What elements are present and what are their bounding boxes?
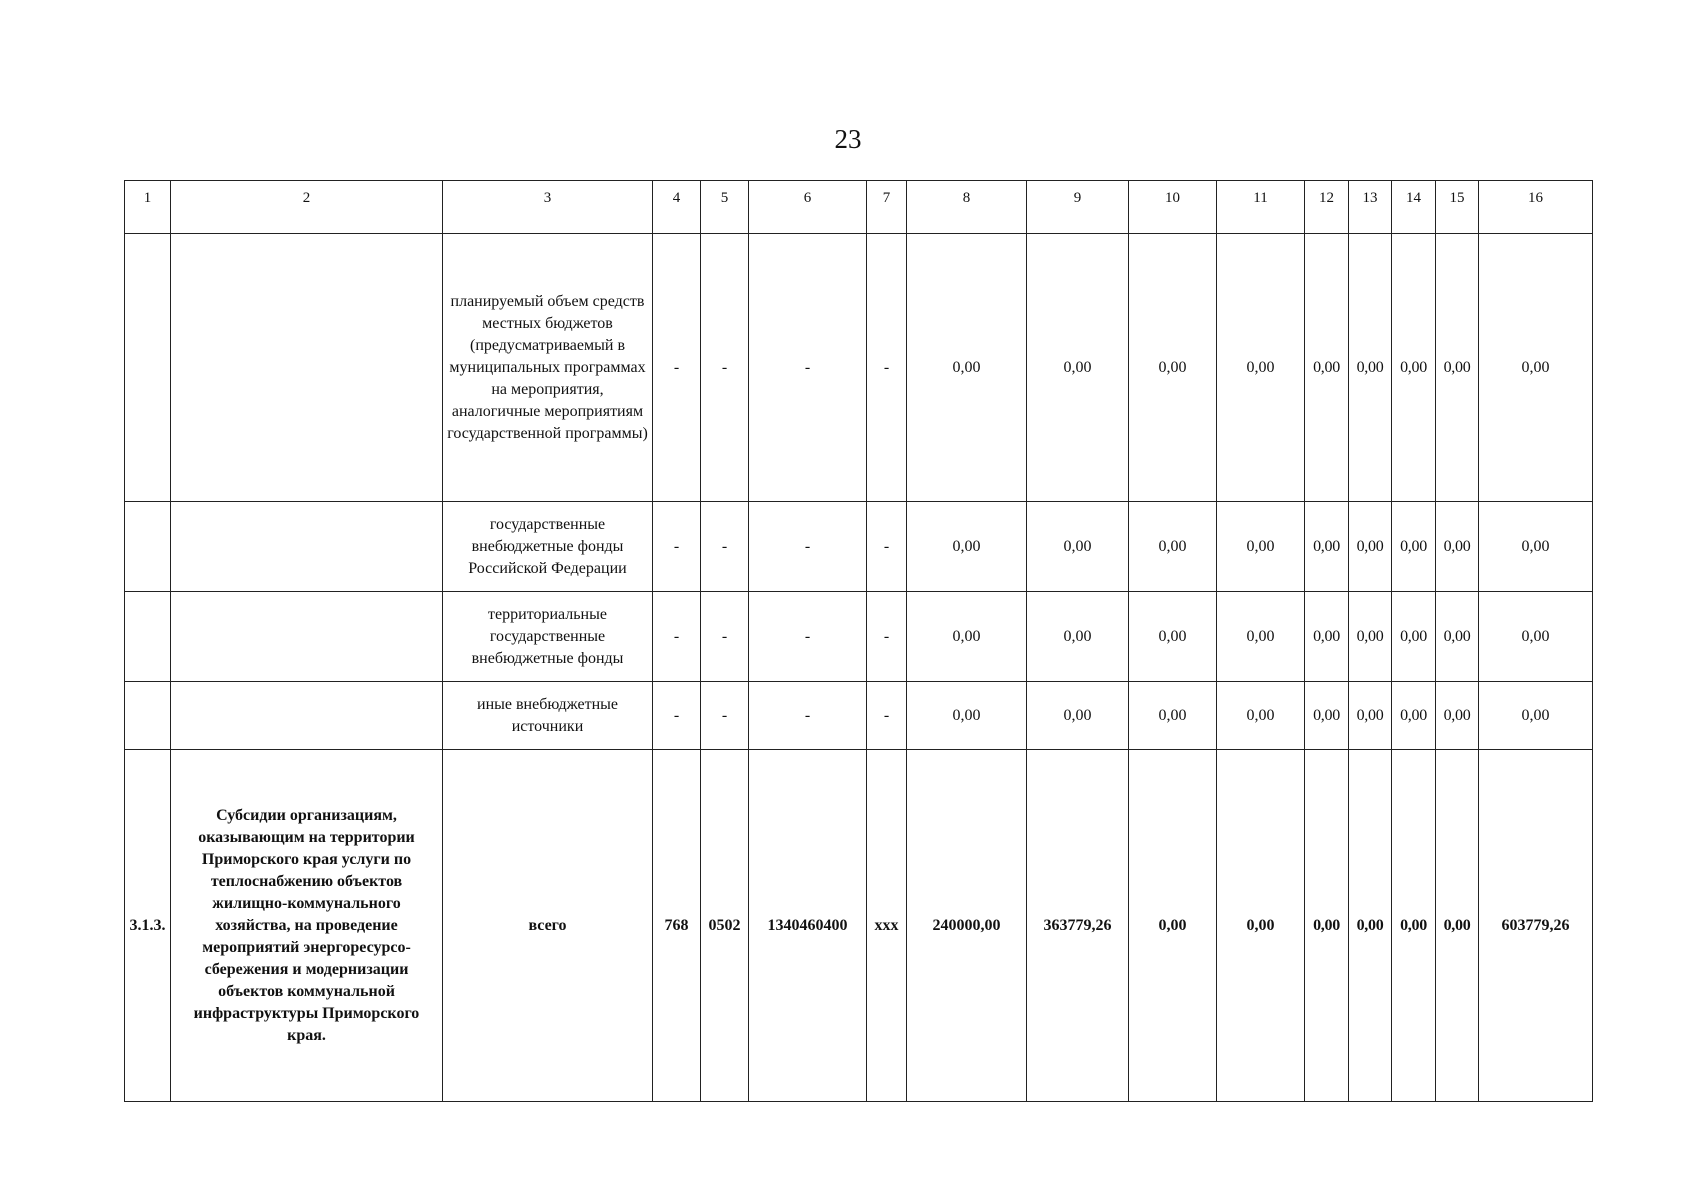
cell-c5: -: [701, 592, 749, 682]
cell-c11: 0,00: [1217, 502, 1305, 592]
cell-c8: 0,00: [907, 502, 1027, 592]
cell-c15: 0,00: [1436, 502, 1479, 592]
page-number: 23: [834, 124, 862, 154]
header-cell: 9: [1027, 181, 1129, 234]
item-name: [171, 234, 443, 502]
table-row: [125, 592, 1593, 682]
cell-c4: -: [653, 682, 701, 750]
header-cell: 16: [1479, 181, 1593, 234]
cell-c6: -: [749, 592, 867, 682]
cell-c16: 0,00: [1479, 502, 1593, 592]
cell-c13: 0,00: [1349, 750, 1392, 1102]
cell-c10: 0,00: [1129, 234, 1217, 502]
cell-c8: 0,00: [907, 592, 1027, 682]
cell-c5: -: [701, 682, 749, 750]
header-cell: 6: [749, 181, 867, 234]
header-cell: 14: [1392, 181, 1436, 234]
cell-c8: 0,00: [907, 234, 1027, 502]
header-cell: 2: [171, 181, 443, 234]
cell-c10: 0,00: [1129, 592, 1217, 682]
cell-c11: 0,00: [1217, 592, 1305, 682]
cell-c13: 0,00: [1349, 234, 1392, 502]
cell-c9: 0,00: [1027, 682, 1129, 750]
cell-c16: 0,00: [1479, 682, 1593, 750]
cell-c5: -: [701, 502, 749, 592]
cell-c9: 0,00: [1027, 502, 1129, 592]
header-cell: 3: [443, 181, 653, 234]
cell-c7: -: [867, 502, 907, 592]
cell-c4: 768: [653, 750, 701, 1102]
header-cell: 5: [701, 181, 749, 234]
item-name: [171, 502, 443, 592]
cell-c7: ххх: [867, 750, 907, 1102]
cell-c9: 0,00: [1027, 592, 1129, 682]
table-row: [125, 234, 1593, 502]
cell-c14: 0,00: [1392, 234, 1436, 502]
cell-c6: 1340460400: [749, 750, 867, 1102]
item-number: [125, 502, 171, 592]
cell-c16: 0,00: [1479, 592, 1593, 682]
cell-c10: 0,00: [1129, 682, 1217, 750]
cell-c11: 0,00: [1217, 750, 1305, 1102]
cell-c13: 0,00: [1349, 502, 1392, 592]
cell-c12: 0,00: [1305, 592, 1349, 682]
cell-c4: -: [653, 234, 701, 502]
item-number: [125, 592, 171, 682]
header-cell: 11: [1217, 181, 1305, 234]
cell-c8: 0,00: [907, 682, 1027, 750]
header-cell: 7: [867, 181, 907, 234]
cell-c5: -: [701, 234, 749, 502]
item-name: [171, 592, 443, 682]
cell-c10: 0,00: [1129, 750, 1217, 1102]
cell-c9: 0,00: [1027, 234, 1129, 502]
cell-c7: -: [867, 592, 907, 682]
header-cell: 15: [1436, 181, 1479, 234]
item-number: [125, 682, 171, 750]
cell-c14: 0,00: [1392, 750, 1436, 1102]
funding-source: территориальные государственные внебюджетные фонды: [443, 592, 653, 682]
cell-c4: -: [653, 592, 701, 682]
cell-c14: 0,00: [1392, 502, 1436, 592]
table-row: [125, 750, 1593, 1102]
cell-c9: 363779,26: [1027, 750, 1129, 1102]
header-cell: 13: [1349, 181, 1392, 234]
item-name: Субсидии организациям, оказывающим на территории Приморского края услуги по теплоснабжению объектов жилищно-коммунального хозяйства, на проведение мероприятий энергоресурсо-сбережения и модернизации объектов коммунальной инфраструктуры Приморского края.: [171, 750, 443, 1102]
cell-c12: 0,00: [1305, 234, 1349, 502]
cell-c11: 0,00: [1217, 234, 1305, 502]
cell-c15: 0,00: [1436, 592, 1479, 682]
cell-c16: 603779,26: [1479, 750, 1593, 1102]
header-cell: 8: [907, 181, 1027, 234]
header-row: [125, 181, 1593, 234]
cell-c11: 0,00: [1217, 682, 1305, 750]
cell-c10: 0,00: [1129, 502, 1217, 592]
cell-c15: 0,00: [1436, 682, 1479, 750]
item-number: [125, 234, 171, 502]
cell-c4: -: [653, 502, 701, 592]
cell-c6: -: [749, 234, 867, 502]
cell-c6: -: [749, 682, 867, 750]
cell-c15: 0,00: [1436, 234, 1479, 502]
funding-source: иные внебюджетные источники: [443, 682, 653, 750]
cell-c12: 0,00: [1305, 682, 1349, 750]
header-cell: 12: [1305, 181, 1349, 234]
cell-c7: -: [867, 234, 907, 502]
cell-c5: 0502: [701, 750, 749, 1102]
cell-c14: 0,00: [1392, 592, 1436, 682]
funding-source: всего: [443, 750, 653, 1102]
cell-c13: 0,00: [1349, 592, 1392, 682]
cell-c8: 240000,00: [907, 750, 1027, 1102]
funding-source: планируемый объем средств местных бюджетов (предусматриваемый в муниципальных программах на мероприятия, аналогичные мероприятиям государственной программы): [443, 234, 653, 502]
cell-c6: -: [749, 502, 867, 592]
cell-c15: 0,00: [1436, 750, 1479, 1102]
budget-table: [124, 180, 1593, 1102]
header-cell: 1: [125, 181, 171, 234]
item-number: 3.1.3.: [125, 750, 171, 1102]
header-cell: 10: [1129, 181, 1217, 234]
funding-source: государственные внебюджетные фонды Российской Федерации: [443, 502, 653, 592]
cell-c12: 0,00: [1305, 502, 1349, 592]
table-row: [125, 502, 1593, 592]
header-cell: 4: [653, 181, 701, 234]
cell-c13: 0,00: [1349, 682, 1392, 750]
item-name: [171, 682, 443, 750]
cell-c12: 0,00: [1305, 750, 1349, 1102]
table-row: [125, 682, 1593, 750]
cell-c14: 0,00: [1392, 682, 1436, 750]
cell-c7: -: [867, 682, 907, 750]
cell-c16: 0,00: [1479, 234, 1593, 502]
